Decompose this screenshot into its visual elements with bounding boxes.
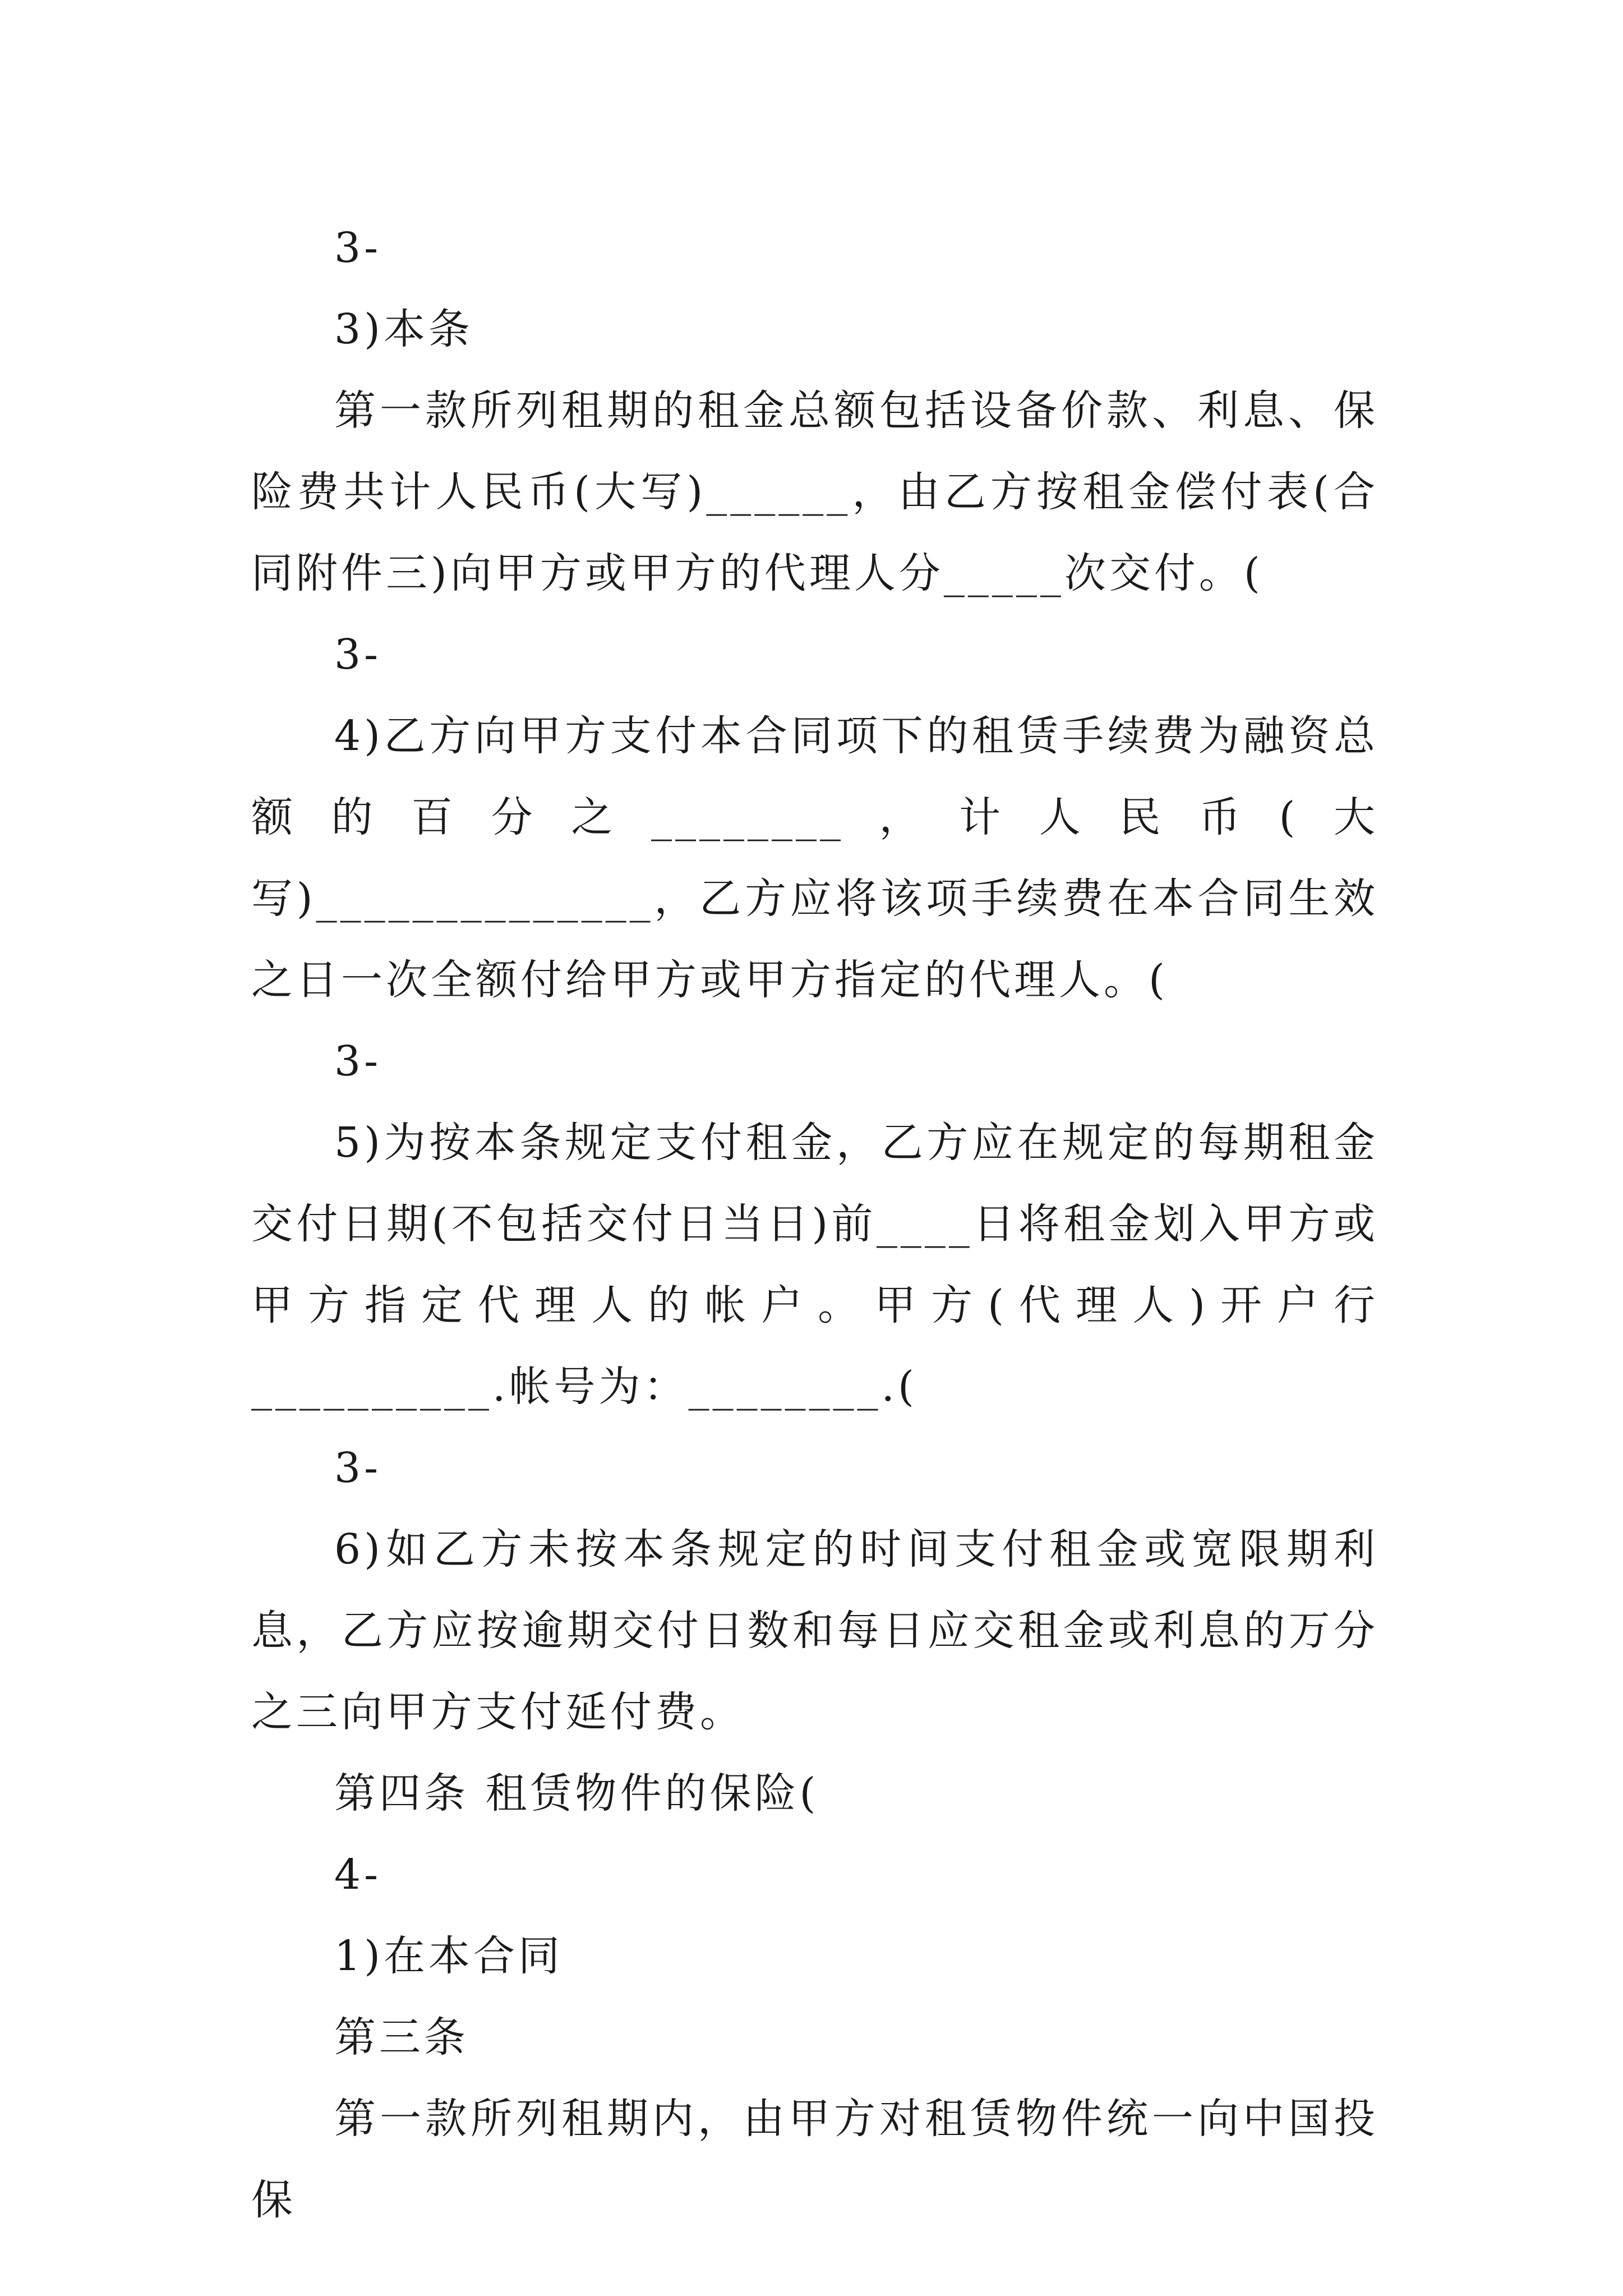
clause-paragraph: 第一款所列租期内，由甲方对租赁物件统一向中国投保 [251,2095,1378,2224]
section-marker: 3- [334,1037,382,1085]
clause-paragraph: 5)为按本条规定支付租金，乙方应在规定的每期租金交付日期(不包括交付日当日)前____日将租金划入甲方或甲方指定代理人的帐户。甲方(代理人)开户行__________.帐号为：________.( [251,1119,1378,1411]
clause-paragraph: 6)如乙方未按本条规定的时间支付租金或宽限期利息，乙方应按逾期交付日数和每日应交租金或利息的万分之三向甲方支付延付费。 [251,1525,1378,1736]
clause-heading: 1)在本合同 [334,1932,563,1980]
clause-paragraph: 4)乙方向甲方支付本合同项下的租赁手续费为融资总额的百分之________，计人民币(大写)______________，乙方应将该项手续费在本合同生效之日一次全额付给甲方或甲方指定的代理人。( [251,712,1378,1004]
document-body [251,208,1378,2241]
section-marker: 3- [334,1444,382,1492]
article-heading: 第四条 租赁物件的保险( [334,1769,819,1818]
clause-heading: 3)本条 [334,305,473,353]
section-marker: 3- [334,224,382,272]
clause-paragraph: 第一款所列租期的租金总额包括设备价款、利息、保险费共计人民币(大写)______，由乙方按租金偿付表(合同附件三)向甲方或甲方的代理人分_____次交付。( [251,386,1378,597]
clause-heading: 第三条 [334,2013,469,2062]
section-marker: 3- [334,631,382,679]
section-marker: 4- [334,1851,382,1899]
